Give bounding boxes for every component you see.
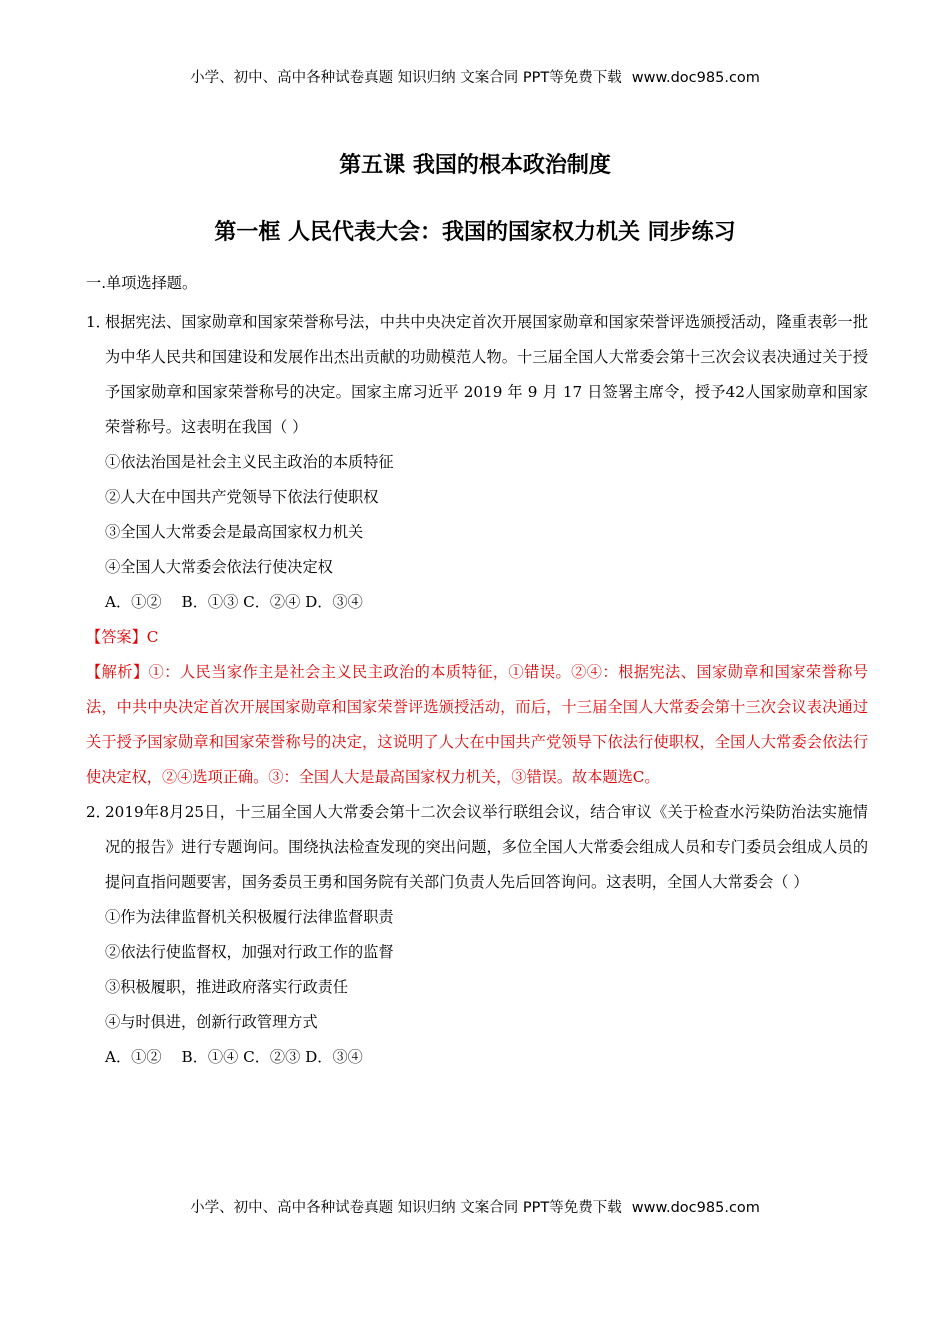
option-1: ①作为法律监督机关积极履行法律监督职责: [105, 908, 394, 926]
question-stem: [86, 305, 868, 445]
answer-choices: [86, 585, 868, 620]
option-3: ③积极履职，推进政府落实行政责任: [105, 978, 348, 996]
section-title: 第一框 人民代表大会：我国的国家权力机关 同步练习: [214, 220, 736, 245]
question-number: 1．: [86, 313, 111, 331]
answer-choices-text: A．①② B．①④ C．②③ D．③④: [105, 1048, 363, 1066]
question-1: [86, 305, 868, 795]
answer-choices-text: A．①② B．①③ C．②④ D．③④: [105, 593, 363, 611]
option-2: ②依法行使监督权，加强对行政工作的监督: [105, 943, 394, 961]
lesson-title: 第五课 我国的根本政治制度: [339, 153, 611, 178]
option-1: ①依法治国是社会主义民主政治的本质特征: [105, 453, 394, 471]
option-4: ④与时俱进，创新行政管理方式: [105, 1013, 318, 1031]
header-banner: [0, 66, 950, 87]
question-text: 2019年8月25日，十三届全国人大常委会第十二次会议举行联组会议，结合审议《关于检查水污染防治法实施情况的报告》进行专题询问。围绕执法检查发现的突出问题，多位全国人大常委会组成人员和专门委员会组成人员的提问直指问题要害，国务委员王勇和国务院有关部门负责人先后回答询问。这表明，全国人大常委会（ ）: [105, 803, 868, 891]
exercise-content: [86, 270, 868, 1075]
footer-banner-url[interactable]: www.doc985.com: [631, 1200, 760, 1216]
option-3: ③全国人大常委会是最高国家权力机关: [105, 523, 364, 541]
question-text: 根据宪法、国家勋章和国家荣誉称号法，中共中央决定首次开展国家勋章和国家荣誉评选颁授活动，隆重表彰一批为中华人民共和国建设和发展作出杰出贡献的功勋模范人物。十三届全国人大常委会第十三次会议表决通过关于授予国家勋章和国家荣誉称号的决定。国家主席习近平 2019 年 9 月 17 日签署主席令，授予42人国家勋章和国家荣誉称号。这表明在我国（ ）: [105, 313, 868, 436]
question-stem: [86, 795, 868, 900]
footer-banner-text: 小学、初中、高中各种试卷真题 知识归纳 文案合同 PPT等免费下载: [190, 1200, 622, 1216]
answer-choices: [86, 1040, 868, 1075]
option-4: ④全国人大常委会依法行使决定权: [105, 558, 333, 576]
section-heading: 一.单项选择题。: [86, 274, 198, 292]
header-banner-url[interactable]: www.doc985.com: [631, 70, 760, 86]
answer: 【答案】C: [86, 628, 159, 646]
question-2: [86, 795, 868, 1075]
analysis: 【解析】①：人民当家作主是社会主义民主政治的本质特征，①错误。②④：根据宪法、国家勋章和国家荣誉称号法，中共中央决定首次开展国家勋章和国家荣誉评选颁授活动，而后，十三届全国人大常委会第十三次会议表决通过关于授予国家勋章和国家荣誉称号的决定，这说明了人大在中国共产党领导下依法行使职权，全国人大常委会依法行使决定权，②④选项正确。③：全国人大是最高国家权力机关，③错误。故本题选C。: [86, 663, 868, 786]
question-number: 2．: [86, 803, 111, 821]
footer-banner: [0, 1196, 950, 1217]
option-2: ②人大在中国共产党领导下依法行使职权: [105, 488, 379, 506]
header-banner-text: 小学、初中、高中各种试卷真题 知识归纳 文案合同 PPT等免费下载: [190, 70, 622, 86]
